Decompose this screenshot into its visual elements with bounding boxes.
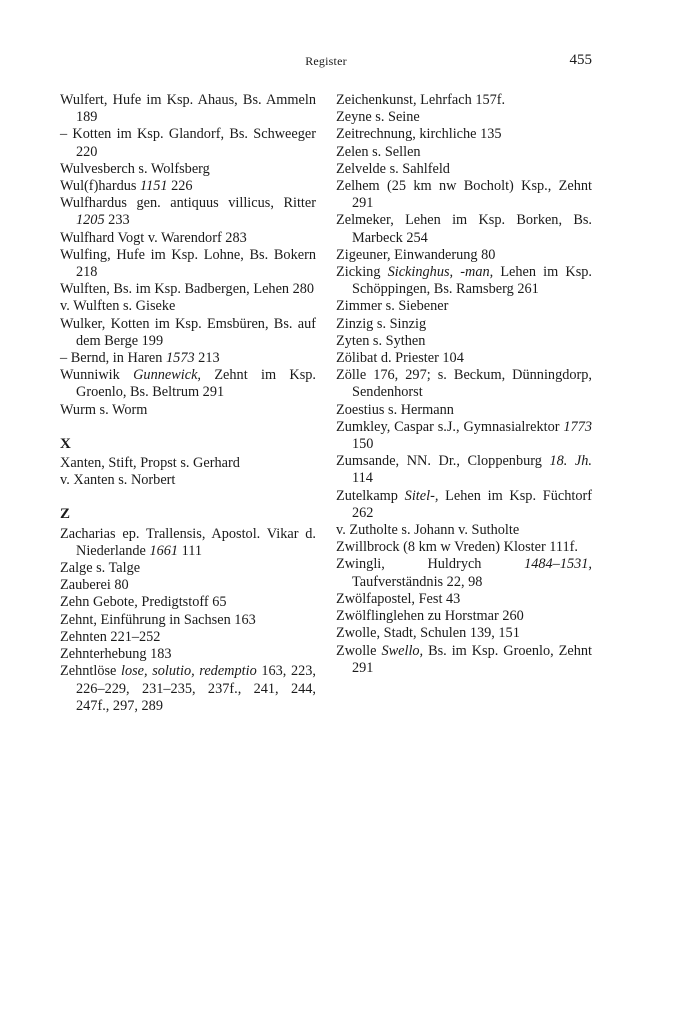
entry-text: Zauberei 80 xyxy=(60,577,129,594)
entry-text: Zwolle, Stadt, Schulen 139, 151 xyxy=(336,625,520,642)
entry-italic-text: lose, solutio, redemptio xyxy=(120,663,257,680)
entry-text: Zwölfapostel, Fest 43 xyxy=(336,590,461,607)
entry-text: Zwolle xyxy=(336,642,382,659)
entry-text: v. Xanten s. Norbert xyxy=(60,472,176,489)
index-entry xyxy=(336,539,592,556)
entry-italic-text: 1573 xyxy=(166,350,195,367)
entry-text: Zyten s. Sythen xyxy=(336,332,426,349)
index-entry xyxy=(60,230,316,247)
entry-text: 111 xyxy=(178,542,202,559)
entry-text: v. Wulften s. Giseke xyxy=(60,298,176,315)
index-entry xyxy=(336,178,592,212)
entry-text: Zehnten 221–252 xyxy=(60,628,161,645)
entry-text: Zeichenkunst, Lehrfach 157f. xyxy=(336,92,506,108)
index-entry xyxy=(336,625,592,642)
entry-italic-text: 1205 xyxy=(76,212,105,229)
section-letter-heading: X xyxy=(60,435,71,452)
index-entry xyxy=(336,643,592,677)
index-entry xyxy=(336,126,592,143)
index-entry xyxy=(60,316,316,350)
index-entry xyxy=(60,472,316,489)
entry-text: Zeitrechnung, kirchliche 135 xyxy=(336,126,502,143)
entry-text: Zwölflinglehen zu Horstmar 260 xyxy=(336,608,524,625)
entry-text: Xanten, Stift, Propst s. Gerhard xyxy=(60,455,240,472)
index-entry xyxy=(60,161,316,178)
entry-text: Wulker, Kotten im Ksp. Emsbüren, Bs. auf dem Berge 199 xyxy=(60,315,316,349)
index-entry xyxy=(336,488,592,522)
entry-text: Zelmeker, Lehen im Ksp. Borken, Bs. Marbeck 254 xyxy=(336,212,592,246)
entry-text: Taufverständnis 22, 98 xyxy=(352,573,483,590)
index-entry xyxy=(60,247,316,281)
entry-text: Wunniwik xyxy=(60,367,134,384)
index-entry xyxy=(60,612,316,629)
index-entry xyxy=(60,560,316,577)
index-entry xyxy=(336,402,592,419)
entry-text: Lehen im Ksp. Füchtorf 262 xyxy=(352,487,592,521)
page-number: 455 xyxy=(569,52,592,68)
entry-text: Wulften, Bs. im Ksp. Badbergen, Lehen 280 xyxy=(60,281,315,298)
entry-text: 114 xyxy=(352,470,373,487)
index-entry xyxy=(336,367,592,401)
entry-text: Wulfing, Hufe im Ksp. Lohne, Bs. Bokern 218 xyxy=(60,246,316,281)
entry-text: Zehntlöse xyxy=(60,663,121,680)
index-entry xyxy=(336,453,592,487)
index-entry xyxy=(336,161,592,178)
entry-text: Wulvesberch s. Wolfsberg xyxy=(60,160,210,177)
entry-italic-text: Sitel-, xyxy=(404,487,439,504)
entry-text: Zinzig s. Sinzig xyxy=(336,315,427,332)
entry-text: Bs. im Ksp. Groenlo, Zehnt 291 xyxy=(352,642,592,676)
entry-text: Zutelkamp xyxy=(336,487,405,504)
index-entry xyxy=(60,646,316,663)
section-letter-heading: Z xyxy=(60,506,71,523)
index-entry xyxy=(336,556,592,590)
entry-text: v. Zutholte s. Johann v. Sutholte xyxy=(336,522,520,539)
index-entry xyxy=(336,522,592,539)
index-entry xyxy=(336,264,592,298)
entry-text: Zwillbrock (8 km w Vreden) Kloster 111f. xyxy=(336,539,578,556)
index-entry xyxy=(60,195,316,229)
page-header xyxy=(60,52,592,72)
entry-italic-text: 1151 xyxy=(140,178,168,195)
index-entry xyxy=(60,92,316,126)
entry-italic-text: 1661 xyxy=(149,542,179,559)
index-entry xyxy=(60,126,316,160)
index-entry xyxy=(336,109,592,126)
index-entry xyxy=(60,402,316,419)
entry-text: Zölle 176, 297; s. Beckum, Dünningdorp, Sendenhorst xyxy=(336,367,592,401)
index-entry xyxy=(336,92,592,109)
index-entry xyxy=(336,608,592,625)
entry-text: 226 xyxy=(167,178,193,195)
index-entry xyxy=(336,144,592,161)
entry-text: Lehen im Ksp. Schöppingen, Bs. Ramsberg 261 xyxy=(352,264,593,298)
index-entry xyxy=(60,594,316,611)
index-column-right xyxy=(336,92,592,677)
index-entry xyxy=(336,298,592,315)
index-entry xyxy=(60,577,316,594)
entry-text: – Bernd, in Haren xyxy=(60,350,167,367)
entry-text: – Kotten im Ksp. Glandorf, Bs. Schweeger 220 xyxy=(60,126,316,160)
entry-text: Wul(f)hardus xyxy=(60,178,141,195)
entry-text: 233 xyxy=(104,212,130,229)
index-entry xyxy=(60,526,316,560)
index-entry xyxy=(336,247,592,264)
entry-text: Wurm s. Worm xyxy=(60,401,148,418)
entry-text: 213 xyxy=(194,350,220,367)
entry-italic-text: 1773 xyxy=(563,418,592,435)
entry-text: 150 xyxy=(352,436,374,453)
entry-text: Wulfert, Hufe im Ksp. Ahaus, Bs. Ammeln 189 xyxy=(60,92,316,126)
index-entry xyxy=(336,591,592,608)
entry-text: Zumkley, Caspar s.J., Gymnasialrektor xyxy=(336,418,564,435)
entry-text: Zelhem (25 km nw Bocholt) Ksp., Zehnt 291 xyxy=(336,178,592,212)
entry-text: Zalge s. Talge xyxy=(60,560,141,577)
running-title: Register xyxy=(305,54,347,68)
index-entry xyxy=(60,455,316,472)
entry-text: Zelvelde s. Sahlfeld xyxy=(336,160,450,177)
entry-text: Zelen s. Sellen xyxy=(336,143,421,160)
entry-text: Zwingli, Huldrych xyxy=(336,556,525,573)
index-entry xyxy=(60,663,316,715)
index-entry xyxy=(60,281,316,298)
entry-text: 163, 223, 226–229, 231–235, 237f., 241, 244, 247f., 297, 289 xyxy=(76,663,316,714)
entry-italic-text: Swello, xyxy=(381,642,424,659)
entry-text: Zoestius s. Hermann xyxy=(336,401,454,418)
index-entry xyxy=(336,316,592,333)
index-entry xyxy=(60,350,316,367)
entry-text: Zölibat d. Priester 104 xyxy=(336,350,464,367)
index-entry xyxy=(60,629,316,646)
index-entry xyxy=(60,178,316,195)
index-column-left xyxy=(60,92,316,715)
entry-text: Zicking xyxy=(336,264,388,281)
entry-text: Zehnterhebung 183 xyxy=(60,646,172,663)
entry-text: Zigeuner, Einwanderung 80 xyxy=(336,246,496,263)
entry-text: Wulfhardus gen. antiquus villicus, Ritter xyxy=(60,195,316,212)
entry-text: Zehnt, Einführung in Sachsen 163 xyxy=(60,611,256,628)
entry-text: Zacharias ep. Trallensis, Apostol. Vikar d. Niederlande xyxy=(60,525,316,559)
entry-text: Zimmer s. Siebener xyxy=(336,298,449,315)
index-entry xyxy=(336,212,592,246)
entry-text: Zeyne s. Seine xyxy=(336,109,420,126)
entry-italic-text: Gunnewick, xyxy=(133,367,201,384)
entry-italic-text: 18. Jh. xyxy=(549,453,592,470)
entry-text: Zehnt im Ksp. Groenlo, Bs. Beltrum 291 xyxy=(76,367,317,401)
index-entry xyxy=(336,419,592,453)
entry-text: Zehn Gebote, Predigtstoff 65 xyxy=(60,594,227,611)
index-entry xyxy=(60,367,316,401)
entry-text: Zumsande, NN. Dr., Cloppenburg xyxy=(336,453,550,470)
entry-italic-text: Sickinghus, -man, xyxy=(387,264,494,281)
index-entry xyxy=(336,333,592,350)
index-entry xyxy=(60,298,316,315)
entry-text: Wulfhard Vogt v. Warendorf 283 xyxy=(60,229,247,246)
entry-italic-text: 1484–1531, xyxy=(524,556,592,573)
index-entry xyxy=(336,350,592,367)
